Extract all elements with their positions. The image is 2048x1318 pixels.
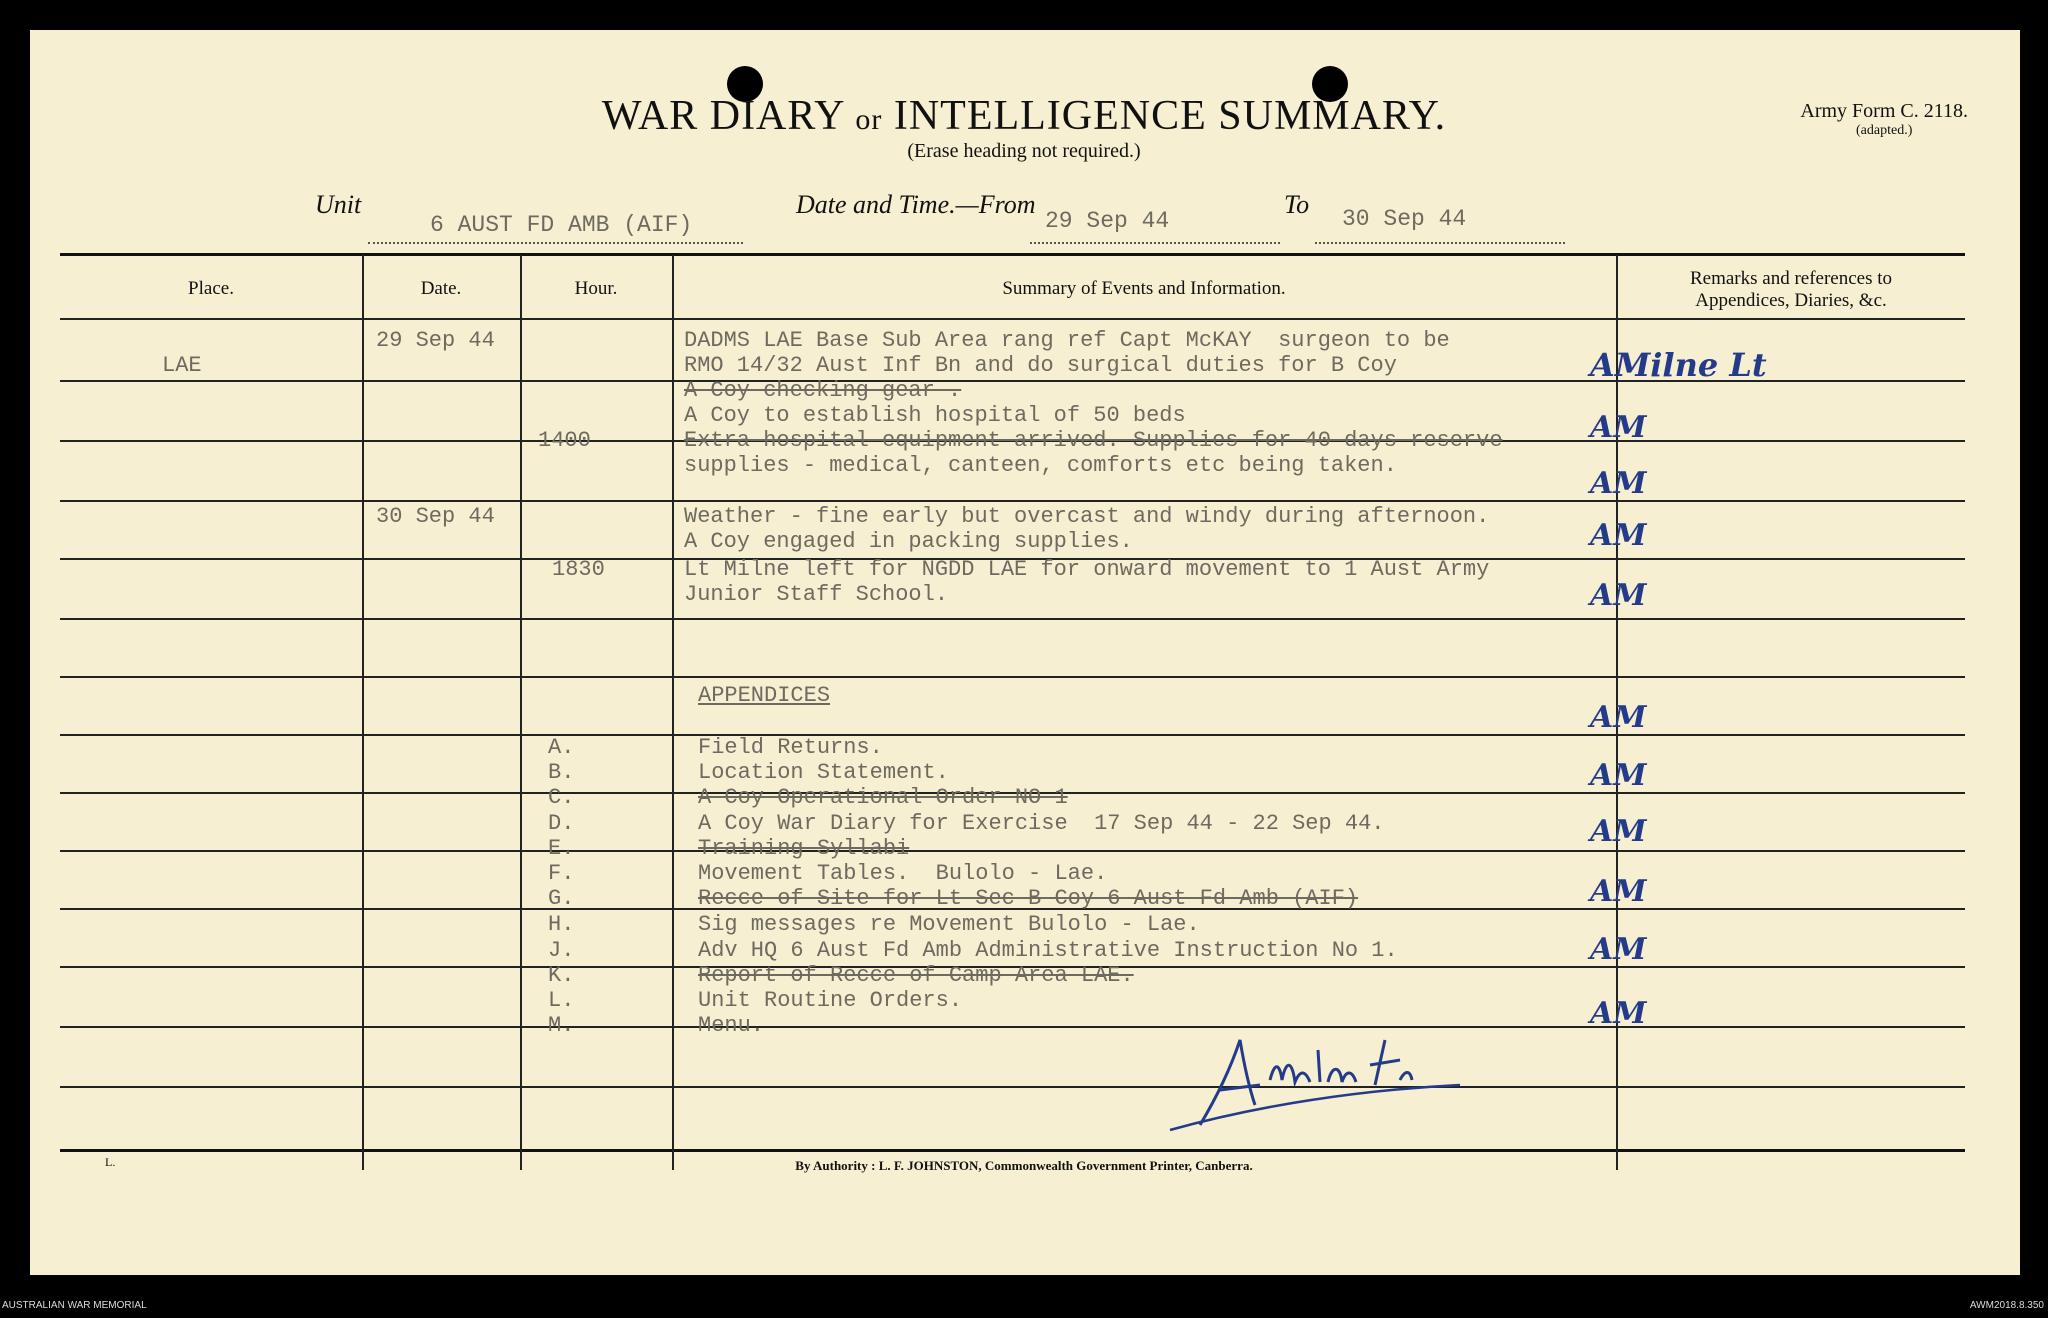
handwritten-initials: AM bbox=[1590, 874, 1647, 909]
to-label: To bbox=[1284, 190, 1310, 219]
row-rule bbox=[60, 1086, 1965, 1088]
col-header-date: Date. bbox=[420, 278, 462, 299]
entry-line: Weather - fine early but overcast and windy during afternoon. bbox=[684, 504, 1490, 529]
appendix-letter: E. bbox=[548, 836, 575, 861]
row-rule bbox=[60, 676, 1965, 678]
entry-line: Lt Milne left for NGDD LAE for onward movement to 1 Aust Army bbox=[684, 557, 1490, 582]
title-war-diary: WAR DIARY bbox=[601, 93, 844, 139]
remarks-header-line2: Appendices, Diaries, &c. bbox=[1695, 290, 1887, 311]
entry-date: 29 Sep 44 bbox=[376, 328, 495, 353]
appendix-text: A Coy Operational Order NO 1 bbox=[698, 785, 1068, 810]
appendix-letter: G. bbox=[548, 886, 575, 911]
archive-caption-left: AUSTRALIAN WAR MEMORIAL bbox=[2, 1300, 147, 1311]
entry-line: DADMS LAE Base Sub Area rang ref Capt McKAY surgeon to be bbox=[684, 328, 1450, 353]
table-top-rule bbox=[60, 253, 1965, 256]
appendix-letter: D. bbox=[548, 811, 575, 836]
appendix-letter: M. bbox=[548, 1013, 575, 1038]
appendix-text: A Coy War Diary for Exercise 17 Sep 44 - 22 Sep 44. bbox=[698, 811, 1385, 836]
appendix-text: Adv HQ 6 Aust Fd Amb Administrative Instruction No 1. bbox=[698, 938, 1398, 963]
entry-line: supplies - medical, canteen, comforts etc being taken. bbox=[684, 453, 1397, 478]
appendix-letter: F. bbox=[548, 861, 575, 886]
appendix-text: Movement Tables. Bulolo - Lae. bbox=[698, 861, 1108, 886]
row-rule bbox=[60, 734, 1965, 736]
archive-caption-right: AWM2018.8.350 bbox=[1969, 1300, 2044, 1311]
appendix-letter: C. bbox=[548, 785, 575, 810]
col-header-summary: Summary of Events and Information. bbox=[1002, 278, 1286, 299]
entry-line: Junior Staff School. bbox=[684, 582, 949, 607]
form-code: L. bbox=[105, 1155, 116, 1169]
unit-value: 6 AUST FD AMB (AIF) bbox=[430, 212, 693, 238]
handwritten-signature bbox=[1160, 1010, 1480, 1140]
table-bottom-rule bbox=[60, 1149, 1965, 1152]
entry-date: 30 Sep 44 bbox=[376, 504, 495, 529]
unit-dotted-line bbox=[368, 242, 743, 244]
appendix-letter: A. bbox=[548, 735, 575, 760]
appendix-letter: L. bbox=[548, 988, 575, 1013]
date-from-dotted-line bbox=[1030, 242, 1280, 244]
row-rule bbox=[60, 1026, 1965, 1028]
appendix-letter: H. bbox=[548, 912, 575, 937]
printer-authority: By Authority : L. F. JOHNSTON, Commonwealth Government Printer, Canberra. bbox=[795, 1158, 1253, 1173]
form-number-text: Army Form C. 2118. bbox=[1800, 100, 1968, 122]
row-rule bbox=[60, 850, 1965, 852]
date-label: Date and Time.—From bbox=[796, 190, 1036, 219]
date-to-dotted-line bbox=[1315, 242, 1565, 244]
handwritten-initials: AMilne Lt bbox=[1590, 346, 1767, 384]
title-intelligence-summary: INTELLIGENCE SUMMARY. bbox=[893, 93, 1447, 139]
entry-line: RMO 14/32 Aust Inf Bn and do surgical duties for B Coy bbox=[684, 353, 1397, 378]
entry-line: Extra hospital equipment arrived. Supplies for 40 days reserve bbox=[684, 428, 1503, 453]
handwritten-initials: AM bbox=[1590, 932, 1647, 967]
handwritten-initials: AM bbox=[1590, 996, 1647, 1031]
title-or: or bbox=[855, 103, 883, 136]
appendix-text: Report of Recce of Camp Area LAE. bbox=[698, 963, 1134, 988]
appendix-letter: J. bbox=[548, 938, 575, 963]
page-title bbox=[0, 92, 2048, 140]
unit-label: Unit bbox=[315, 190, 362, 219]
form-adapted: (adapted.) bbox=[1856, 123, 1913, 138]
handwritten-initials: AM bbox=[1590, 758, 1647, 793]
row-rule bbox=[60, 618, 1965, 620]
row-rule bbox=[60, 500, 1965, 502]
appendix-text: Recce of Site for Lt Sec B Coy 6 Aust Fd Amb (AIF) bbox=[698, 886, 1359, 911]
col-divider bbox=[672, 255, 674, 1170]
appendices-heading: APPENDICES bbox=[698, 683, 831, 708]
col-header-hour: Hour. bbox=[574, 278, 618, 299]
date-from-value: 29 Sep 44 bbox=[1045, 208, 1170, 234]
col-header-place: Place. bbox=[188, 278, 234, 299]
appendix-letter: B. bbox=[548, 760, 575, 785]
entry-hour: 1830 bbox=[552, 557, 605, 582]
col-divider bbox=[520, 255, 522, 1170]
header-rule bbox=[60, 318, 1965, 320]
appendix-text: Menu. bbox=[698, 1013, 765, 1038]
handwritten-initials: AM bbox=[1590, 466, 1647, 501]
handwritten-initials: AM bbox=[1590, 578, 1647, 613]
appendix-text: Training Syllabi bbox=[698, 836, 910, 861]
handwritten-initials: AM bbox=[1590, 700, 1647, 735]
entry-line: A Coy engaged in packing supplies. bbox=[684, 529, 1133, 554]
appendix-text: Unit Routine Orders. bbox=[698, 988, 963, 1013]
appendix-text: Field Returns. bbox=[698, 735, 883, 760]
date-to-value: 30 Sep 44 bbox=[1342, 206, 1467, 232]
entry-place: LAE bbox=[162, 353, 202, 378]
handwritten-initials: AM bbox=[1590, 814, 1647, 849]
handwritten-initials: AM bbox=[1590, 410, 1647, 445]
appendix-text: Sig messages re Movement Bulolo - Lae. bbox=[698, 912, 1200, 937]
handwritten-initials: AM bbox=[1590, 518, 1647, 553]
erase-note: (Erase heading not required.) bbox=[907, 140, 1141, 162]
entry-line: A Coy to establish hospital of 50 beds bbox=[684, 403, 1186, 428]
appendix-text: Location Statement. bbox=[698, 760, 949, 785]
form-number bbox=[1800, 100, 1968, 139]
entry-line: A Coy checking gear . bbox=[684, 378, 962, 403]
appendix-letter: K. bbox=[548, 963, 575, 988]
col-divider bbox=[362, 255, 364, 1170]
col-header-remarks bbox=[1616, 268, 1966, 312]
remarks-header-line1: Remarks and references to bbox=[1689, 268, 1893, 289]
entry-hour: 1400 bbox=[538, 428, 591, 453]
